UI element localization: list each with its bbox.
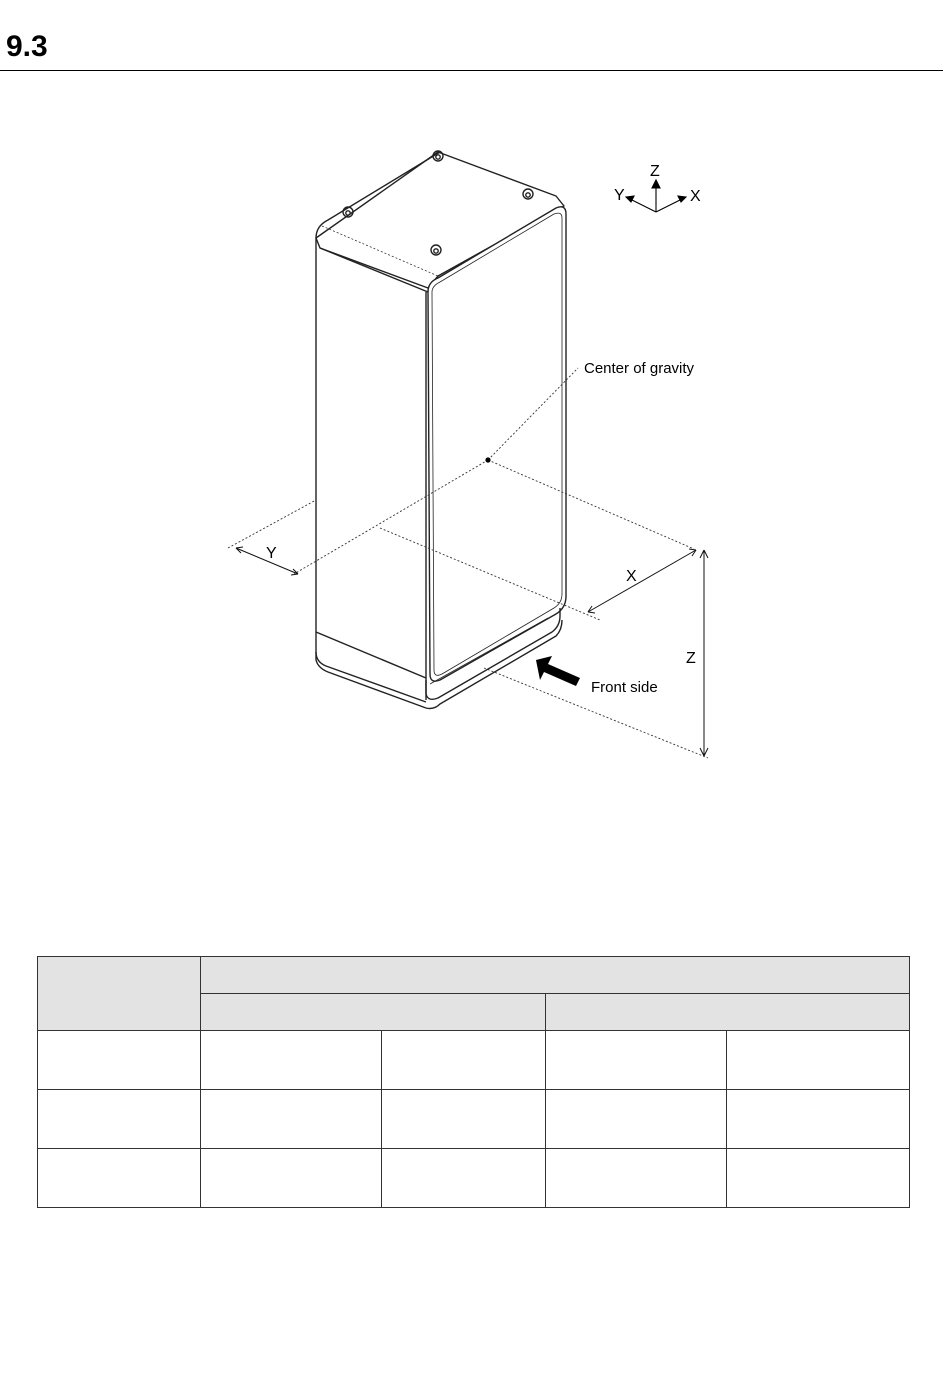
table-cell	[201, 1031, 382, 1090]
table-cell	[546, 1031, 727, 1090]
front-side-label: Front side	[591, 679, 658, 696]
table-cell	[727, 1090, 910, 1149]
center-of-gravity-point	[485, 457, 490, 462]
table-cell	[38, 1149, 201, 1208]
table-row	[38, 1149, 910, 1208]
table-cell	[727, 1149, 910, 1208]
axis-legend-y: Y	[614, 187, 625, 204]
axis-legend	[626, 180, 686, 212]
table-subheader-2	[546, 994, 910, 1031]
table-cell	[382, 1090, 546, 1149]
table-cell	[546, 1090, 727, 1149]
table-cell	[201, 1149, 382, 1208]
table-row	[38, 1090, 910, 1149]
dimension-y-label: Y	[266, 545, 277, 562]
table-subheader-1	[201, 994, 546, 1031]
axis-legend-x: X	[690, 188, 701, 205]
table-cell	[382, 1149, 546, 1208]
table-cell	[382, 1031, 546, 1090]
table-cell	[201, 1090, 382, 1149]
section-number: 9.3	[6, 30, 48, 63]
table-row	[38, 1031, 910, 1090]
table-cell	[38, 1031, 201, 1090]
table-cell	[546, 1149, 727, 1208]
dimension-x-label: X	[626, 568, 637, 585]
dimension-z-label: Z	[686, 650, 696, 667]
table-header-group	[201, 957, 910, 994]
axis-legend-z: Z	[650, 163, 660, 180]
table-header-corner	[38, 957, 201, 1031]
cabinet-drawing	[316, 151, 566, 709]
front-side-arrow	[536, 656, 580, 686]
center-of-gravity-label: Center of gravity	[584, 360, 695, 377]
center-of-gravity-table	[37, 956, 910, 1208]
table-cell	[38, 1090, 201, 1149]
table-cell	[727, 1031, 910, 1090]
